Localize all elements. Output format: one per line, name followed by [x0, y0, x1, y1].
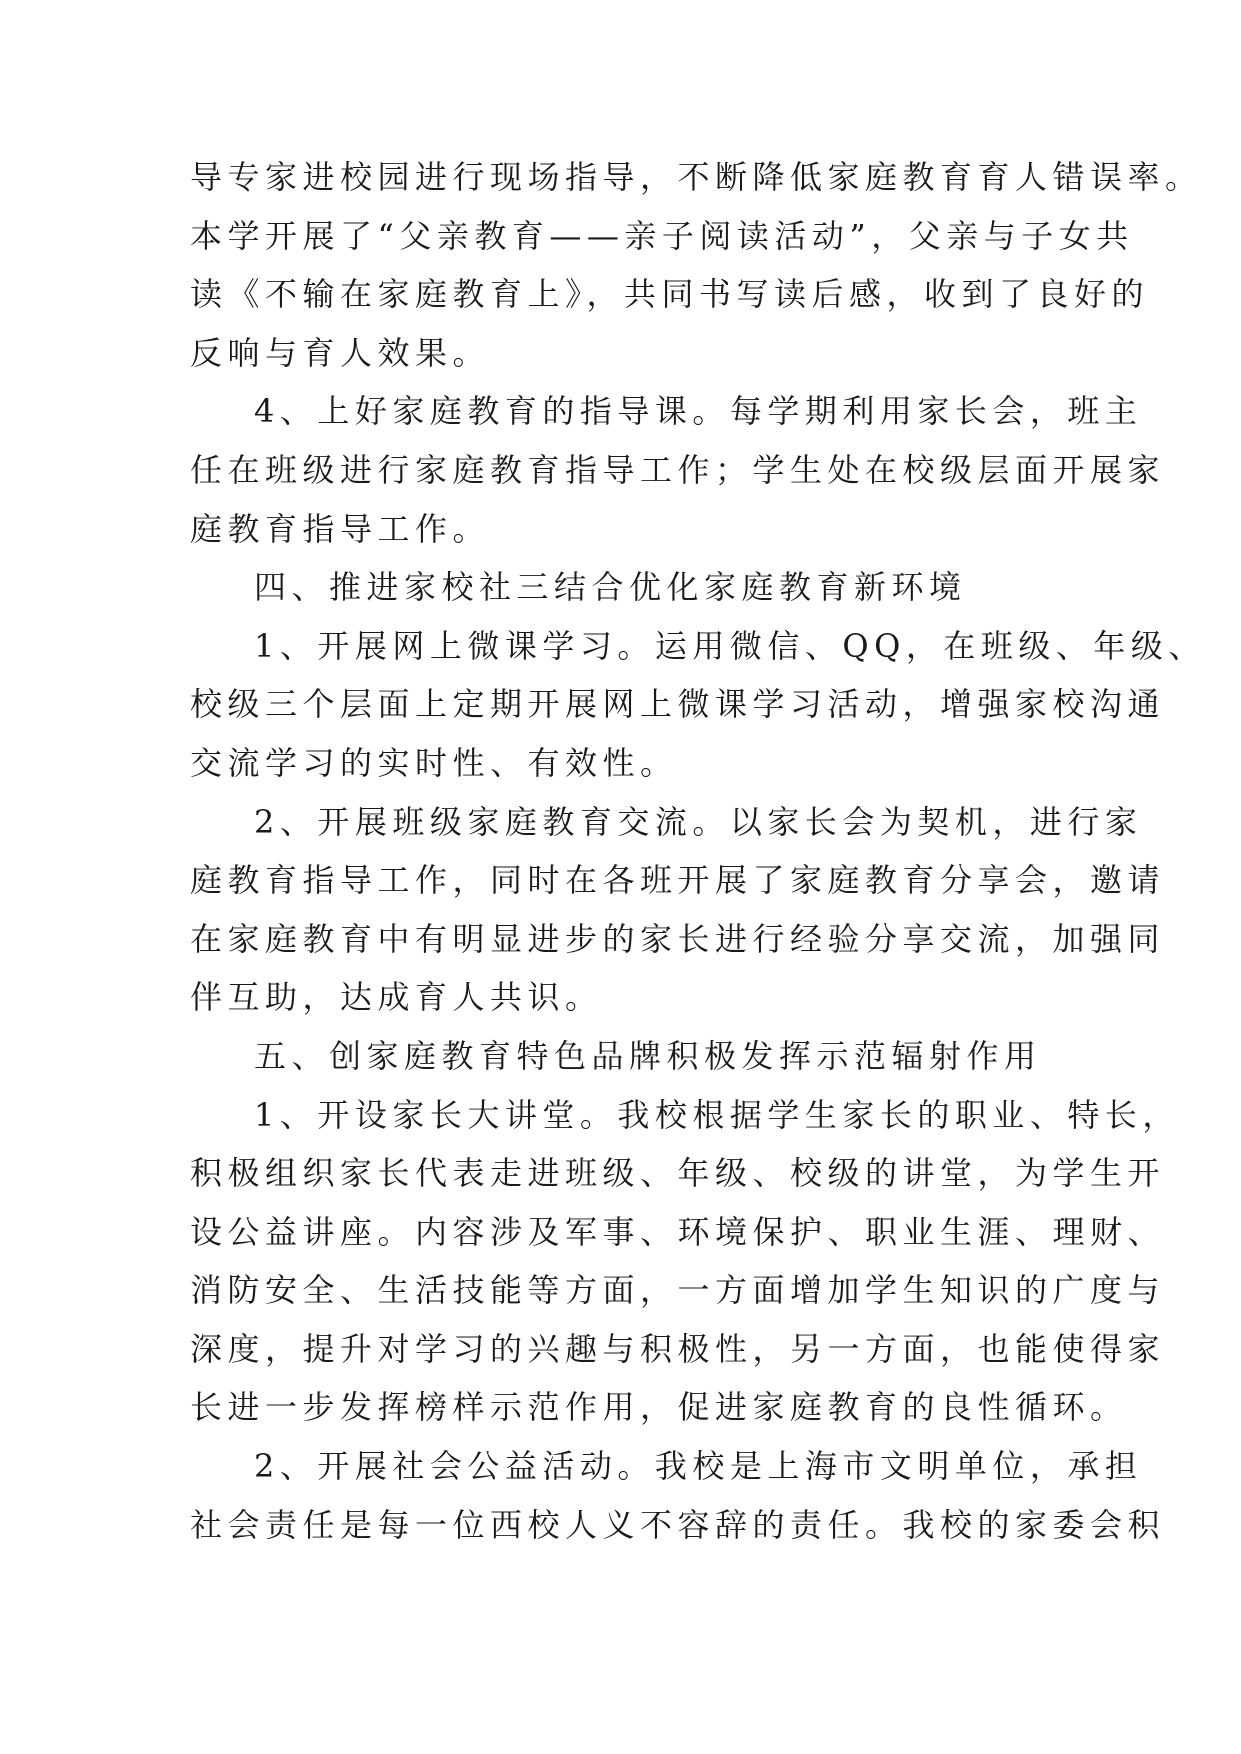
text-line: 庭教育指导工作，同时在各班开展了家庭教育分享会，邀请 — [190, 861, 1166, 900]
text-line: 2、开展社会公益活动。我校是上海市文明单位，承担 — [254, 1447, 1143, 1486]
text-line: 反响与育人效果。 — [190, 333, 491, 372]
text-line: 四、推进家校社三结合优化家庭教育新环境 — [254, 568, 967, 607]
text-line: 庭教育指导工作。 — [190, 509, 491, 548]
text-line: 1、开设家长大讲堂。我校根据学生家长的职业、特长， — [254, 1095, 1180, 1134]
text-line: 消防安全、生活技能等方面，一方面增加学生知识的广度与 — [190, 1271, 1166, 1310]
text-line: 校级三个层面上定期开展网上微课学习活动，增强家校沟通 — [190, 685, 1166, 724]
text-line: 社会责任是每一位西校人义不容辞的责任。我校的家委会积 — [190, 1505, 1166, 1544]
document-body — [190, 148, 1206, 1554]
text-line: 4、上好家庭教育的指导课。每学期利用家长会，班主 — [254, 392, 1143, 431]
text-line: 积极组织家长代表走进班级、年级、校级的讲堂，为学生开 — [190, 1154, 1166, 1193]
text-line: 交流学习的实时性、有效性。 — [190, 743, 678, 782]
text-line: 长进一步发挥榜样示范作用，促进家庭教育的良性循环。 — [190, 1388, 1128, 1427]
text-line: 五、创家庭教育特色品牌积极发挥示范辐射作用 — [254, 1036, 1042, 1075]
text-line: 任在班级进行家庭教育指导工作；学生处在校级层面开展家 — [190, 450, 1166, 489]
text-line: 伴互助，达成育人共识。 — [190, 978, 603, 1017]
text-line: 2、开展班级家庭教育交流。以家长会为契机，进行家 — [254, 802, 1143, 841]
text-line: 深度，提升对学习的兴趣与积极性，另一方面，也能使得家 — [190, 1329, 1166, 1368]
text-line: 本学开展了“父亲教育——亲子阅读活动”，父亲与子女共 — [190, 216, 1134, 255]
text-line: 读《不输在家庭教育上》，共同书写读后感，收到了良好的 — [190, 275, 1150, 314]
text-line: 1、开展网上微课学习。运用微信、QQ，在班级、年级、 — [254, 626, 1206, 665]
text-line: 设公益讲座。内容涉及军事、环境保护、职业生涯、理财、 — [190, 1212, 1166, 1251]
text-line: 导专家进校园进行现场指导，不断降低家庭教育育人错误率。 — [190, 158, 1203, 196]
text-line: 在家庭教育中有明显进步的家长进行经验分享交流，加强同 — [190, 919, 1166, 958]
